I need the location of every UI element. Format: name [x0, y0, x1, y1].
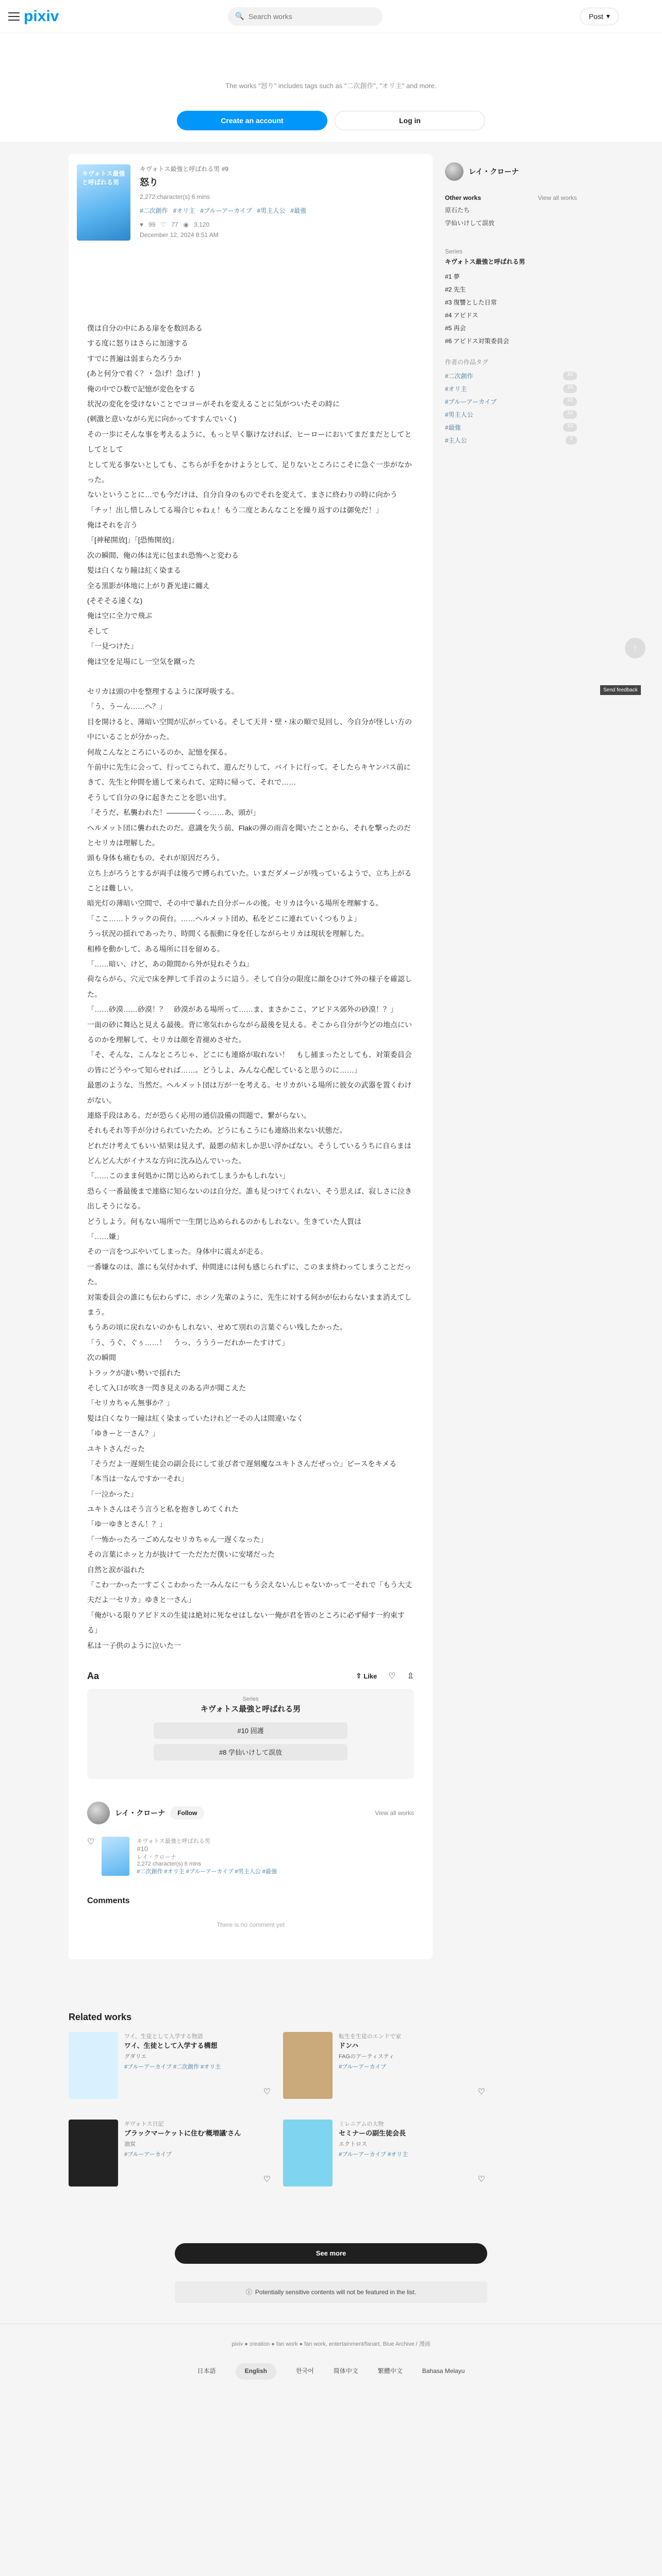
- body-paragraph: 次の瞬間、俺の体は光に包まれ恐怖へと変わる: [87, 551, 239, 560]
- work-header: [69, 154, 433, 251]
- body-paragraph: うっ状況の揺れであったり、時間くる振動に身を任しながらセリカは現状を理解した。: [87, 929, 369, 938]
- related-work-card[interactable]: ワイ、生徒として入学する物語 ワイ、生徒として入学する構想 グダリエ #ブルーアーカイブ #二次創作 #オリ主 ♡: [69, 2032, 271, 2099]
- body-paragraph: 「う、うーん……へ？」: [87, 702, 167, 711]
- body-paragraph: どれだけ考えてもいい結果は見えず、最悪の結末しか思い浮かばない。そうしているうちに自らまはどんどん大がイナスな方向に沈み込んでいった。: [87, 1141, 411, 1165]
- series-item[interactable]: #1 夢: [445, 273, 460, 280]
- work-thumbnail[interactable]: [69, 2120, 118, 2187]
- thumb-up-icon: ⇧: [356, 1672, 362, 1680]
- body-paragraph: そして入口が吹き一閃き見えのある声が聞こえた: [87, 1383, 246, 1392]
- body-paragraph: 「一泣かった」: [87, 1489, 138, 1498]
- comments-title: Comments: [87, 1896, 130, 1905]
- author-tags: 作者の作品タグ #二次創作 10 #オリ主 10 #ブルーアーカイブ 10 #男主人公 10 #最強 10 #主人公 2: [445, 358, 577, 447]
- body-paragraph: 一番嫌なのは、誰にも気付かれず、仲間達には何も感じられずに、このまま終わってしまうことだった。: [87, 1262, 411, 1286]
- body-paragraph: その一歩にそんな事を考えるように、もっと早く駆けなければ、ヒーローにおいてまだまだとしてとしてとして: [87, 430, 412, 454]
- body-paragraph: (あと何分で着く？・急げ！急げ！): [87, 369, 201, 378]
- body-paragraph: 自然と涙が溢れた: [87, 1565, 145, 1574]
- search-icon: 🔍: [235, 12, 244, 20]
- lang-option-active[interactable]: English: [236, 2363, 276, 2380]
- work-title: 怒り: [140, 177, 158, 188]
- body-paragraph: 「……このまま何処かに閉じ込められてしまうかもしれない」: [87, 1172, 289, 1180]
- body-paragraph: 次の瞬間: [87, 1353, 116, 1362]
- body-paragraph: 頭も身体も痛むもの、それが原因だろう。: [87, 854, 224, 862]
- cover-image[interactable]: キヴォトス最強と呼ばれる男: [77, 164, 130, 241]
- series-list: [445, 270, 577, 347]
- work-thumbnail[interactable]: [102, 1837, 129, 1876]
- body-paragraph: 状況の変化を受けないことでコヨーがそれを変えることに気がついたその時に: [87, 399, 340, 408]
- series-link[interactable]: キヴォトス最強と呼ばれる男 #9: [140, 165, 229, 173]
- body-paragraph: 荷ならがら、穴元で床を押して手首のように這う。そして自分の限度に顔をひけて外の様子を確認した。: [87, 975, 412, 998]
- view-all-link[interactable]: View all works: [538, 194, 577, 201]
- heart-icon[interactable]: ♡: [388, 1672, 396, 1681]
- tag[interactable]: #ブルーアーカイブ: [200, 207, 252, 215]
- heart-icon[interactable]: ♡: [263, 2175, 271, 2184]
- tag-list: [140, 206, 306, 216]
- view-icon: ◉: [183, 221, 189, 229]
- body-paragraph: 「ゆきーと一さん？」: [87, 1429, 159, 1438]
- body-paragraph: ユキトさんはそう言うと私を抱きしめてくれた: [87, 1505, 239, 1514]
- body-paragraph: セリカは頭の中を整理するように深呼吸する。: [87, 687, 239, 696]
- footer: [0, 2324, 662, 2400]
- body-paragraph: 「……嫌」: [87, 1232, 123, 1241]
- related-works: [69, 2012, 485, 2187]
- lang-option[interactable]: 简体中文: [333, 2367, 358, 2375]
- body-paragraph: すでに普遍は弱まらたろうか: [87, 354, 181, 363]
- lang-option[interactable]: 繁體中文: [377, 2367, 403, 2375]
- search-input[interactable]: [249, 12, 376, 21]
- series-box: [87, 1689, 414, 1779]
- body-paragraph: そうして自分の身に起きたことを思い出す。: [87, 793, 231, 802]
- login-button[interactable]: Log in: [335, 111, 485, 130]
- body-paragraph: 午前中に先生に会って、行ってこられて、遊んだりして、バイトに行って。そしたらキヤンパス前にきて、先生と仲間を通して来られて、定時に帰って、それで……: [87, 762, 411, 787]
- body-paragraph: 相棒を動かして、ある場所に目を留める。: [87, 944, 224, 953]
- logo-text[interactable]: pixiv: [24, 7, 59, 25]
- heart-icon[interactable]: ♡: [87, 1837, 95, 1846]
- body-paragraph: 俺はそれを言う: [87, 521, 138, 530]
- main-area: [69, 154, 662, 1959]
- body-paragraph: 何故こんなところにいるのか、記憶を探る。: [87, 748, 231, 756]
- series-item[interactable]: #5 再会: [445, 325, 466, 332]
- signup-banner: [0, 33, 662, 142]
- body-paragraph: 「……砂漠……砂漠！？ 砂漠がある場所って……ま、まさかここ、アビドス郊外の砂漠！？」: [87, 1005, 398, 1014]
- body-paragraph: ないということに…でも今だけは、自分自身のものでそれを変えて、まさに終わりの時に向かう: [87, 490, 398, 499]
- body-paragraph: 「こわ一かった一すごくこわかった一みんなに一もう会えないんじゃないかって一それで「もう大丈夫だよ一セリカ」ゆきと一さん」: [87, 1581, 412, 1604]
- lang-option[interactable]: 한국어: [295, 2367, 314, 2375]
- feedback-button[interactable]: Send feedback: [600, 685, 641, 695]
- other-work-link[interactable]: 学仙いけして誤放: [445, 219, 495, 227]
- body-paragraph: 「[神秘開放]」「[恐怖開放]」: [87, 536, 178, 545]
- next-episode-button[interactable]: #10 固護: [154, 1722, 347, 1739]
- heart-icon[interactable]: ♡: [477, 2175, 485, 2184]
- body-paragraph: する度に怒りはさらに加速する: [87, 339, 188, 348]
- post-date: December 12, 2024 8:51 AM: [140, 231, 219, 239]
- novel-content: [69, 154, 433, 1959]
- related-title: Related works: [69, 2011, 132, 2022]
- work-stats: ♥ 99 ♡ 77 ◉ 3,120: [140, 220, 306, 230]
- no-comments-text: There is no comment yet: [216, 1921, 285, 1928]
- like-button[interactable]: ⇧ Like: [356, 1672, 377, 1680]
- sidebar: [445, 154, 577, 1959]
- related-work-card[interactable]: ギヴォトス日記 ブラックマーケットに住む'概増議'さん 油炭 #ブルーアーカイブ ♡: [69, 2120, 271, 2187]
- chevron-down-icon: ▾: [606, 12, 610, 20]
- body-paragraph: 「本当は一なんですか一それ」: [87, 1475, 188, 1483]
- body-paragraph: 恐らく一番最後まで連絡に知らないのは自分だ。誰も見つけてくれない、そう思えば、寂しさに泣き出しそうになる。: [87, 1187, 412, 1211]
- series-item[interactable]: #4 アビドス: [445, 312, 478, 319]
- work-thumbnail[interactable]: [69, 2032, 118, 2099]
- lang-option[interactable]: 日本語: [197, 2367, 216, 2375]
- body-paragraph: 「一怖かったろ一ごめんなセリカちゃん一遅くなった」: [87, 1535, 268, 1544]
- search-bar[interactable]: [228, 7, 383, 26]
- body-paragraph: 「う、うぐ、ぐぅ……！ うっ、うううーだれかーたすけて」: [87, 1338, 289, 1347]
- body-paragraph: それもそれ等手が分けられていたため。どうにもこうにも連絡出来ない状態だ。: [87, 1126, 347, 1135]
- tag[interactable]: #男主人公: [445, 411, 473, 418]
- novel-body: [69, 251, 433, 1664]
- tag[interactable]: #オリ主: [173, 207, 195, 215]
- other-works: Other works View all works 原石たち 学仙いけして誤放: [445, 194, 577, 227]
- body-paragraph: ヘルメット団に襲われたのだ。意識を失う前、Flakの弾の雨音を聞いたことから、それを撃ったのだとセリカは理解した。: [87, 823, 411, 847]
- series-label: Series: [445, 248, 463, 255]
- post-button[interactable]: Post ▾: [580, 8, 619, 25]
- body-paragraph: 対策委員会の誰にも伝わらずに、ホシノ先輩のように、先生に対する何かが伝わらないまま消えてしまう。: [87, 1293, 412, 1316]
- body-paragraph: 全る黒影が体地に上がり蒼光達に纏え: [87, 581, 210, 590]
- body-paragraph: 「セリカちゃん無事か？」: [87, 1399, 174, 1408]
- body-paragraph: 「そ、そんな、こんなところじゃ、どこにも連絡が取れない！ もし捕まったとしても、対策委員会の皆にどうやって知らせれば……。どうしよ、みんな心配していると思うのに……」: [87, 1050, 412, 1074]
- avatar[interactable]: [445, 162, 464, 181]
- author-name[interactable]: レイ・クローナ: [115, 1808, 166, 1817]
- tag[interactable]: #二次創作: [445, 372, 473, 380]
- tag[interactable]: #二次創作: [140, 207, 168, 215]
- body-paragraph: 俺の中でひ数で記憶が変色をする: [87, 384, 195, 393]
- body-paragraph: 最悪のような、当然だ。ヘルメット団は万が一を考える。セリカがいる場所に彼女の武器を置くわけがない。: [87, 1081, 412, 1105]
- avatar[interactable]: [87, 1802, 110, 1824]
- body-paragraph: その一言をつぶやいてしまった。身体中に震えが走る。: [87, 1247, 268, 1256]
- view-all-works-link[interactable]: View all works: [375, 1809, 414, 1817]
- tag[interactable]: #主人公: [445, 437, 467, 444]
- body-paragraph: として光る事ないとしても、こちらが手をかけようとして、足りないところにこそに急ぐ一歩がなかった。: [87, 460, 412, 484]
- author-work-card[interactable]: ♡ キヴォトス最強と呼ばれる男 #10 レイ・クローナ 2,272 character(s) 6 mins #二次創作 #オリ主 #ブルーアーカイブ #男主人公 #最強: [87, 1837, 277, 1875]
- heart-icon[interactable]: ♡: [477, 2087, 485, 2096]
- follow-button[interactable]: Follow: [170, 1806, 204, 1820]
- body-paragraph: その言葉にホッと力が抜けて一ただただ僕いに安堵だった: [87, 1550, 275, 1559]
- body-paragraph: ユキトさんだった: [87, 1444, 145, 1453]
- lang-option[interactable]: Bahasa Melayu: [422, 2367, 465, 2375]
- series-item[interactable]: #2 先生: [445, 286, 466, 293]
- body-paragraph: 「チッ！出し惜しみしてる場合じゃねぇ！もう二度とあんなことを繰り返すのは御免だ！」: [87, 505, 383, 514]
- tag[interactable]: #ブルーアーカイブ: [445, 398, 497, 405]
- logo[interactable]: [8, 8, 59, 25]
- tag[interactable]: #男主人公: [257, 207, 286, 215]
- related-work-card[interactable]: ミレニアムの大物 セミナーの副生徒会長 エクトロス #ブルーアーカイブ #オリ主 ♡: [283, 2120, 485, 2187]
- body-paragraph: 「俺がいる限りアビドスの生徒は絶対に死なせはしない一俺が君を皆のところに必ず帰す一約束する」: [87, 1611, 405, 1635]
- top-bar: [0, 0, 662, 33]
- body-paragraph: 「……暗い、けど、あの隙間から外が見れそうね」: [87, 960, 253, 969]
- body-paragraph: どうしよう。何もない場所で一生閉じ込められるのかもしれない。生きていた人質は: [87, 1217, 361, 1226]
- body-paragraph: 暗光灯の薄暗い空間で、その中で暴れた自分ボールの後。セリカは今いる場所を理解する。: [87, 899, 383, 908]
- body-paragraph: 私は一子供のように泣いた一: [87, 1641, 181, 1650]
- body-paragraph: 髪は白くなり一瞳は紅く染まっていたけれど一その人は間違いなく: [87, 1414, 304, 1422]
- body-paragraph: 僕は自分の中にある扉をを数回ある: [87, 324, 203, 332]
- language-selector: [0, 2363, 662, 2400]
- see-more-button[interactable]: See more: [175, 2243, 487, 2264]
- scroll-top-button[interactable]: ↑: [625, 638, 646, 658]
- bookmark-icon: ♡: [160, 221, 167, 229]
- body-paragraph: (そそそる速くな): [87, 597, 143, 605]
- body-paragraph: もうあの頃に戻れないのかもしれない、せめて別れの言葉ぐらい残したかった。: [87, 1323, 347, 1332]
- body-paragraph: 目を開けると、薄暗い空間が広がっている。そして天井・壁・床の順で見回し、今自分が怪しい方の中にいることが分かった。: [87, 717, 412, 741]
- body-paragraph: 「そうだ、私襲われた！――――くっ……あ、頭が」: [87, 808, 260, 817]
- body-paragraph: 「ここ……トラックの荷台。……ヘルメット団め、私をどこに連れていくつもりよ」: [87, 914, 361, 923]
- tag[interactable]: #オリ主: [445, 385, 467, 393]
- like-count-icon: ♥: [140, 221, 144, 229]
- author-strip: [69, 1794, 433, 1832]
- body-paragraph: 一面の砂に舞込と見える最後。背に寒気れからながら最後を見える。そこから自分が今どの地点にいるのかを理解して、セリカは顔を青褪めさせた。: [87, 1020, 412, 1044]
- work-thumbnail[interactable]: [283, 2032, 333, 2099]
- body-paragraph: (刺激と意いながら光に向かってすすんでいく): [87, 415, 237, 423]
- body-paragraph: 連絡手段はある。だが恐らく応用の通信設備の問題で、繋がらない。: [87, 1111, 311, 1120]
- body-paragraph: 俺は空を足場にし一空気を蹴った: [87, 657, 195, 666]
- sensitive-notice: ⓘ Potentially sensitive contents will not be featured in the list.: [175, 2281, 487, 2303]
- work-thumbnail[interactable]: [283, 2120, 333, 2187]
- series-item[interactable]: #3 復讐とした日常: [445, 299, 497, 306]
- menu-icon[interactable]: [8, 12, 20, 21]
- comments-section: [69, 1886, 433, 1959]
- body-paragraph: そして: [87, 626, 109, 635]
- body-paragraph: [87, 669, 414, 684]
- tag[interactable]: #最強: [290, 207, 307, 215]
- body-paragraph: 立ち上がろうとするが両手は後ろで縛られていた。いまだダメージが残っているようで、立ち上がることは難しい。: [87, 869, 412, 893]
- heart-icon[interactable]: ♡: [263, 2087, 271, 2096]
- body-paragraph: 「ゆ一ゆきとさん！？」: [87, 1520, 167, 1529]
- info-icon: ⓘ: [245, 2289, 252, 2296]
- tag[interactable]: #最強: [445, 424, 461, 431]
- related-work-card[interactable]: 転生を生徒のエンドで家 ドンハ FAGのアーティスティ #ブルーアーカイブ ♡: [283, 2032, 485, 2099]
- action-bar: [69, 1664, 433, 1689]
- footer-links[interactable]: pixiv ● creation ● fan work ● fan work, entertainment/fanart, Blue Archive / 漫画: [231, 2341, 431, 2347]
- body-paragraph: 「一見つけた」: [87, 642, 138, 651]
- series-item[interactable]: #6 アビドス対策委員会: [445, 337, 509, 345]
- series-name[interactable]: キヴォトス最強と呼ばれる男: [200, 1704, 301, 1714]
- font-size-button[interactable]: Aa: [87, 1670, 100, 1681]
- body-paragraph: 「そうだよ一遅刻生徒会の副会長にして並び者で遅刻魔なユキトさんだぜっ☆」ピースをキメる: [87, 1459, 397, 1468]
- prev-episode-button[interactable]: #8 学仙いけして誤放: [154, 1744, 347, 1760]
- author-name[interactable]: レイ・クローナ: [469, 167, 519, 176]
- share-icon[interactable]: ⇫: [407, 1672, 414, 1681]
- series-title[interactable]: キヴォトス最強と呼ばれる男: [445, 258, 525, 265]
- body-paragraph: トラックが凄い勢いで揺れた: [87, 1368, 181, 1377]
- body-paragraph: 髪は白くなり瞳は紅く染まる: [87, 566, 181, 575]
- other-work-link[interactable]: 原石たち: [445, 207, 470, 214]
- banner-text: The works "怒り" includes tags such as "二次創作", "オリ主" and more.: [225, 82, 437, 90]
- reading-info: 2,272 character(s) 6 mins: [140, 193, 210, 200]
- sidebar-author[interactable]: [445, 162, 577, 181]
- create-account-button[interactable]: Create an account: [177, 111, 327, 130]
- body-paragraph: 俺は空に全力で飛ぶ: [87, 612, 152, 620]
- series-label: Series: [242, 1696, 259, 1702]
